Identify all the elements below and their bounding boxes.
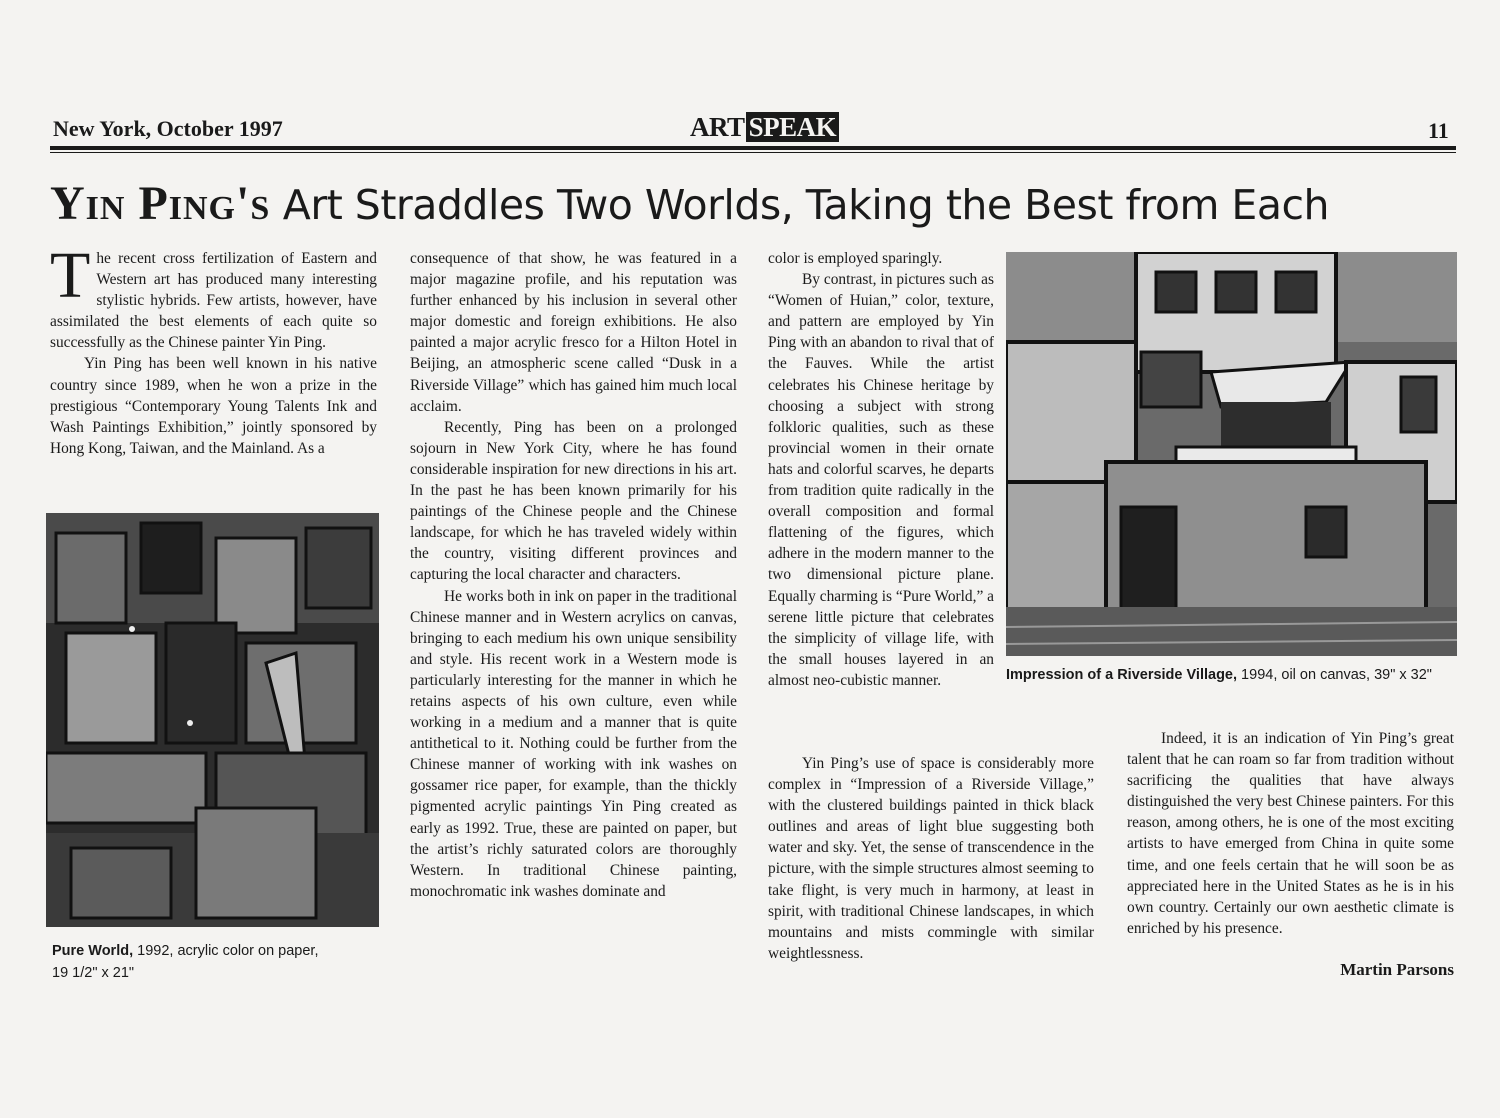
byline: Martin Parsons [1340,960,1454,979]
column-2 [410,248,737,902]
paragraph: Recently, Ping has been on a prolonged sojourn in New York City, where he has found considerable inspiration for new directions in his art. In the past he has been known primarily for his paintings of the Chinese people and the Chinese landscape, for which he has traveled widely within the country, visiting different provinces and capturing the local character and characters. [410,418,737,584]
paragraph-text: he recent cross fertilization of Eastern and Western art has produced many interesting stylistic hybrids. Few artists, however, have assimilated the best elements of each quite so successfully as the Chinese painter Yin Ping. [50,250,377,352]
riverside-caption [1006,664,1456,686]
paragraph: By contrast, in pictures such as “Women of Huian,” color, texture, and pattern are employed by Yin Ping with an abandon to rival that of the Fauves. While the artist celebrates his Chinese heritage by choosing a subject with strong folkloric qualities, such as these provincial women in their ornate hats and colorful scarves, he departs from tradition quite radically in the overall composition and formal flattening of the figures, which adhere in the modern manner to the two dimensional picture plane. Equally charming is “Pure World,” a serene little picture that celebrates the simplicity of village life, with the small houses layered in an almost neo-cubistic manner. [768,271,994,689]
masthead-logo [690,112,839,143]
drop-cap: T [50,239,91,312]
headline [50,176,1460,231]
paragraph: consequence of that show, he was featured in a major magazine profile, and his reputation was further enhanced by his inclusion in several other major domestic and foreign exhibitions. He also painted a major acrylic fresco for a Hilton Hotel in Beijing, an atmospheric scene called “Dusk in a Riverside Village” which has gained him much local acclaim. [410,250,737,415]
masthead-part-a: ART [690,112,745,142]
pure-world-caption [52,940,382,984]
riverside-village-painting [1006,252,1457,656]
caption-size: 19 1/2" x 21" [52,965,135,981]
header-rule [50,146,1456,150]
column-3 [768,248,994,691]
caption-title: Pure World, [52,943,134,959]
pure-world-painting [46,513,379,927]
paragraph: He works both in ink on paper in the traditional Chinese manner and in Western acrylics on canvas, bringing to each medium his own unique sensibility and style. His recent work in a Western mode is particularly interesting for the manner in which he retains aspects of his own culture, even while working in a medium and a manner that is quite antithetical to it. Nothing could be further from the Chinese manner of working with ink washes on gossamer rice paper, for example, than the thickly pigmented acrylic paintings Yin Ping created as early as 1992. True, these are painted on paper, but the artist’s richly saturated colors are thoroughly Western. In traditional Chinese painting, monochromatic ink washes dominate and [410,587,737,900]
paragraph: Indeed, it is an indication of Yin Ping’s great talent that he can roam so far from tradition without sacrificing the qualities that have always distinguished the very best Chinese painters. For this reason, among others, he is one of the most exciting artists to have emerged from China in quite some time, and one feels certain that he will soon be as appreciated here in the United States as he is in his own country. Certainly our own aesthetic climate is enriched by his presence. [1127,730,1454,937]
dateline: New York, October 1997 [53,116,283,141]
headline-name: Yin Ping's [50,177,271,230]
header-rule-thin [50,152,1456,153]
caption-details: 1992, acrylic color on paper, [133,943,319,959]
headline-rest: Art Straddles Two Worlds, Taking the Best from Each [282,181,1329,229]
masthead-part-b: SPEAK [746,112,840,142]
paragraph: color is employed sparingly. [768,250,943,267]
caption-title: Impression of a Riverside Village, [1006,667,1238,683]
column-3-continued [768,753,1094,964]
paragraph: Yin Ping has been well known in his native country since 1989, when he won a prize in the prestigious “Contemporary Young Talents Ink and Wash Paintings Exhibition,” jointly sponsored by Hong Kong, Taiwan, and the Mainland. As a [50,355,377,457]
paragraph: Yin Ping’s use of space is considerably more complex in “Impression of a Riverside Village,” with the clustered buildings painted in thick black outlines and areas of light blue suggesting both water and sky. Yet, the sense of transcendence in the picture, with the simple structures almost seeming to take flight, is very much in harmony, at least in spirit, with traditional Chinese landscapes, in which mountains and mists commingle with similar weightlessness. [768,755,1094,962]
page-number: 11 [1428,118,1449,143]
column-4 [1127,728,1454,939]
caption-details: 1994, oil on canvas, 39" x 32" [1237,667,1432,683]
paragraph [50,239,377,353]
column-1 [50,239,377,459]
